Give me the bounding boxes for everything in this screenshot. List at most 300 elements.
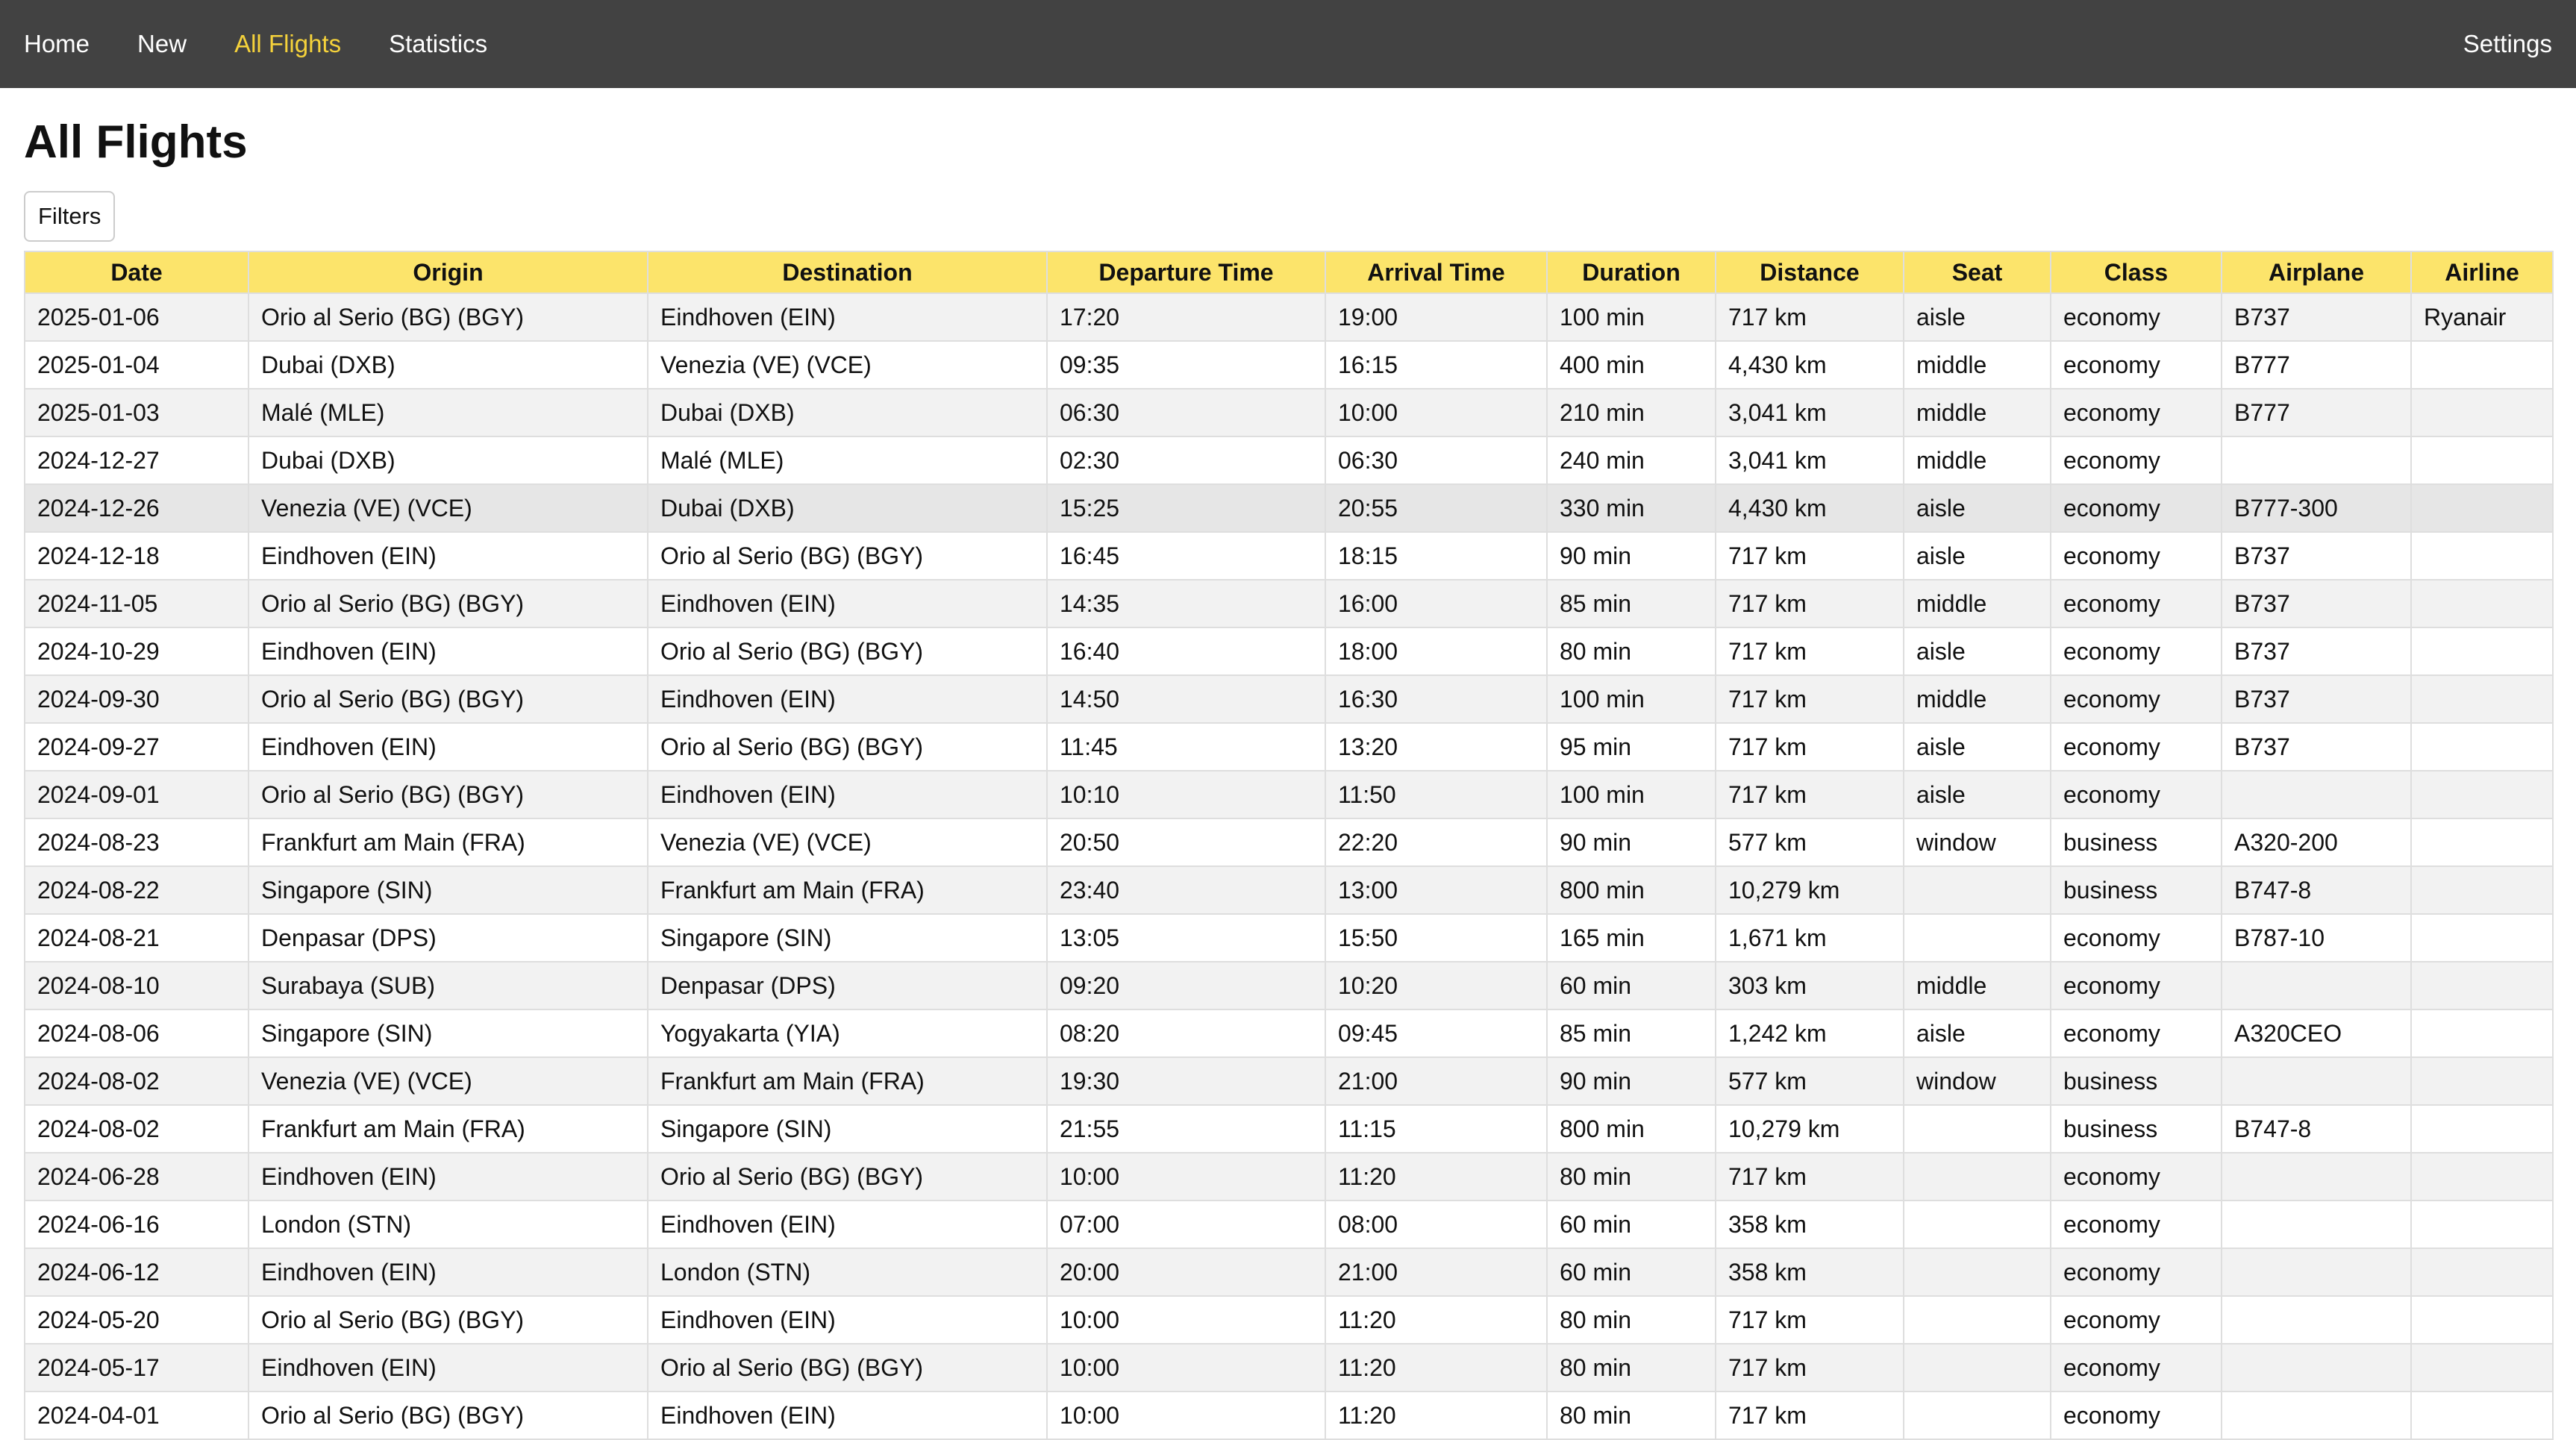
cell-date: 2024-06-28 [25, 1153, 248, 1200]
cell-airplane [2222, 1153, 2411, 1200]
cell-duration: 400 min [1547, 341, 1716, 389]
cell-destination: Eindhoven (EIN) [648, 1200, 1047, 1248]
table-row[interactable] [25, 1057, 2553, 1105]
cell-date: 2025-01-04 [25, 341, 248, 389]
cell-arrival-time: 22:20 [1325, 818, 1547, 866]
cell-date: 2024-12-18 [25, 532, 248, 580]
cell-date: 2024-05-17 [25, 1344, 248, 1392]
cell-airplane: B737 [2222, 723, 2411, 771]
cell-airplane [2222, 1392, 2411, 1439]
table-row[interactable] [25, 627, 2553, 675]
cell-airline [2411, 341, 2553, 389]
cell-distance: 717 km [1716, 1392, 1904, 1439]
cell-origin: Orio al Serio (BG) (BGY) [248, 771, 648, 818]
cell-origin: Orio al Serio (BG) (BGY) [248, 293, 648, 341]
top-navbar [0, 0, 2576, 88]
cell-seat: aisle [1904, 293, 2051, 341]
cell-origin: Singapore (SIN) [248, 1009, 648, 1057]
cell-airline [2411, 1153, 2553, 1200]
cell-arrival-time: 13:20 [1325, 723, 1547, 771]
cell-class: economy [2051, 532, 2222, 580]
cell-distance: 717 km [1716, 1296, 1904, 1344]
cell-distance: 10,279 km [1716, 866, 1904, 914]
cell-arrival-time: 08:00 [1325, 1200, 1547, 1248]
cell-date: 2024-06-12 [25, 1248, 248, 1296]
column-header-date[interactable]: Date [25, 251, 248, 293]
cell-date: 2024-08-23 [25, 818, 248, 866]
cell-distance: 3,041 km [1716, 389, 1904, 436]
cell-class: economy [2051, 1200, 2222, 1248]
cell-airline [2411, 771, 2553, 818]
cell-airplane [2222, 1296, 2411, 1344]
cell-destination: London (STN) [648, 1248, 1047, 1296]
cell-departure-time: 19:30 [1047, 1057, 1325, 1105]
cell-arrival-time: 21:00 [1325, 1248, 1547, 1296]
cell-airplane: B737 [2222, 627, 2411, 675]
cell-distance: 717 km [1716, 1153, 1904, 1200]
cell-arrival-time: 20:55 [1325, 484, 1547, 532]
cell-airline [2411, 1296, 2553, 1344]
cell-airplane: A320CEO [2222, 1009, 2411, 1057]
cell-departure-time: 14:35 [1047, 580, 1325, 627]
cell-departure-time: 13:05 [1047, 914, 1325, 962]
cell-origin: Venezia (VE) (VCE) [248, 484, 648, 532]
cell-destination: Eindhoven (EIN) [648, 1392, 1047, 1439]
cell-arrival-time: 11:15 [1325, 1105, 1547, 1153]
cell-seat: aisle [1904, 627, 2051, 675]
cell-departure-time: 09:20 [1047, 962, 1325, 1009]
cell-seat: middle [1904, 341, 2051, 389]
cell-departure-time: 08:20 [1047, 1009, 1325, 1057]
cell-departure-time: 14:50 [1047, 675, 1325, 723]
cell-class: economy [2051, 341, 2222, 389]
cell-class: economy [2051, 1296, 2222, 1344]
cell-origin: Eindhoven (EIN) [248, 532, 648, 580]
cell-arrival-time: 11:20 [1325, 1153, 1547, 1200]
cell-arrival-time: 16:30 [1325, 675, 1547, 723]
cell-seat: middle [1904, 436, 2051, 484]
cell-seat: aisle [1904, 1009, 2051, 1057]
cell-airplane [2222, 1344, 2411, 1392]
cell-class: business [2051, 1057, 2222, 1105]
cell-date: 2025-01-03 [25, 389, 248, 436]
cell-destination: Singapore (SIN) [648, 914, 1047, 962]
cell-arrival-time: 16:15 [1325, 341, 1547, 389]
cell-destination: Orio al Serio (BG) (BGY) [648, 1153, 1047, 1200]
cell-duration: 800 min [1547, 866, 1716, 914]
table-header-row [25, 251, 2553, 293]
column-header-origin[interactable]: Origin [248, 251, 648, 293]
cell-class: economy [2051, 293, 2222, 341]
cell-airplane: B737 [2222, 532, 2411, 580]
cell-origin: Malé (MLE) [248, 389, 648, 436]
cell-arrival-time: 10:20 [1325, 962, 1547, 1009]
table-row[interactable] [25, 818, 2553, 866]
cell-distance: 3,041 km [1716, 436, 1904, 484]
table-row[interactable] [25, 484, 2553, 532]
cell-distance: 717 km [1716, 771, 1904, 818]
table-row[interactable] [25, 580, 2553, 627]
cell-arrival-time: 11:20 [1325, 1344, 1547, 1392]
cell-airline [2411, 627, 2553, 675]
cell-distance: 10,279 km [1716, 1105, 1904, 1153]
nav-link-all-flights[interactable]: All Flights [234, 30, 342, 57]
table-row[interactable] [25, 914, 2553, 962]
cell-date: 2025-01-06 [25, 293, 248, 341]
cell-duration: 80 min [1547, 1153, 1716, 1200]
column-header-departure-time[interactable]: Departure Time [1047, 251, 1325, 293]
cell-departure-time: 16:40 [1047, 627, 1325, 675]
cell-airplane: B747-8 [2222, 1105, 2411, 1153]
cell-date: 2024-04-01 [25, 1392, 248, 1439]
cell-duration: 90 min [1547, 1057, 1716, 1105]
cell-class: economy [2051, 580, 2222, 627]
cell-departure-time: 09:35 [1047, 341, 1325, 389]
nav-link-new[interactable]: New [137, 30, 187, 57]
cell-seat: middle [1904, 675, 2051, 723]
cell-airline [2411, 1200, 2553, 1248]
cell-airline [2411, 914, 2553, 962]
cell-seat: aisle [1904, 723, 2051, 771]
cell-date: 2024-05-20 [25, 1296, 248, 1344]
cell-destination: Eindhoven (EIN) [648, 1296, 1047, 1344]
table-row[interactable] [25, 436, 2553, 484]
cell-duration: 80 min [1547, 1392, 1716, 1439]
cell-seat: aisle [1904, 484, 2051, 532]
table-row[interactable] [25, 1009, 2553, 1057]
cell-origin: Orio al Serio (BG) (BGY) [248, 675, 648, 723]
cell-airplane [2222, 1200, 2411, 1248]
cell-seat [1904, 1344, 2051, 1392]
cell-date: 2024-08-02 [25, 1057, 248, 1105]
cell-date: 2024-09-01 [25, 771, 248, 818]
cell-date: 2024-08-21 [25, 914, 248, 962]
cell-arrival-time: 06:30 [1325, 436, 1547, 484]
cell-airline [2411, 436, 2553, 484]
cell-airplane: B737 [2222, 580, 2411, 627]
cell-destination: Orio al Serio (BG) (BGY) [648, 532, 1047, 580]
cell-departure-time: 23:40 [1047, 866, 1325, 914]
cell-arrival-time: 19:00 [1325, 293, 1547, 341]
cell-arrival-time: 13:00 [1325, 866, 1547, 914]
cell-departure-time: 10:10 [1047, 771, 1325, 818]
cell-distance: 358 km [1716, 1248, 1904, 1296]
table-row[interactable] [25, 1248, 2553, 1296]
cell-airline [2411, 1105, 2553, 1153]
cell-airplane [2222, 1248, 2411, 1296]
nav-link-statistics[interactable]: Statistics [389, 30, 488, 57]
cell-distance: 1,671 km [1716, 914, 1904, 962]
cell-distance: 577 km [1716, 818, 1904, 866]
cell-origin: Eindhoven (EIN) [248, 1344, 648, 1392]
column-header-distance[interactable]: Distance [1716, 251, 1904, 293]
cell-class: economy [2051, 484, 2222, 532]
cell-destination: Venezia (VE) (VCE) [648, 341, 1047, 389]
cell-departure-time: 20:50 [1047, 818, 1325, 866]
cell-date: 2024-11-05 [25, 580, 248, 627]
cell-origin: Eindhoven (EIN) [248, 1248, 648, 1296]
cell-airplane: B777 [2222, 389, 2411, 436]
table-row[interactable] [25, 1296, 2553, 1344]
cell-departure-time: 07:00 [1047, 1200, 1325, 1248]
table-row[interactable] [25, 1344, 2553, 1392]
cell-class: economy [2051, 771, 2222, 818]
cell-airline [2411, 1057, 2553, 1105]
cell-arrival-time: 10:00 [1325, 389, 1547, 436]
cell-origin: Eindhoven (EIN) [248, 1153, 648, 1200]
cell-class: economy [2051, 723, 2222, 771]
column-header-class[interactable]: Class [2051, 251, 2222, 293]
cell-origin: Eindhoven (EIN) [248, 627, 648, 675]
table-row[interactable] [25, 532, 2553, 580]
cell-destination: Frankfurt am Main (FRA) [648, 1057, 1047, 1105]
cell-class: economy [2051, 914, 2222, 962]
cell-departure-time: 10:00 [1047, 1344, 1325, 1392]
column-header-seat[interactable]: Seat [1904, 251, 2051, 293]
cell-departure-time: 15:25 [1047, 484, 1325, 532]
cell-airline [2411, 866, 2553, 914]
cell-airplane: A320-200 [2222, 818, 2411, 866]
cell-arrival-time: 16:00 [1325, 580, 1547, 627]
cell-seat: middle [1904, 962, 2051, 1009]
cell-airline [2411, 818, 2553, 866]
cell-duration: 165 min [1547, 914, 1716, 962]
cell-origin: Surabaya (SUB) [248, 962, 648, 1009]
cell-arrival-time: 09:45 [1325, 1009, 1547, 1057]
cell-airplane [2222, 771, 2411, 818]
cell-origin: London (STN) [248, 1200, 648, 1248]
cell-duration: 85 min [1547, 580, 1716, 627]
cell-duration: 330 min [1547, 484, 1716, 532]
cell-destination: Orio al Serio (BG) (BGY) [648, 627, 1047, 675]
cell-destination: Singapore (SIN) [648, 1105, 1047, 1153]
cell-seat: aisle [1904, 532, 2051, 580]
cell-airline [2411, 1344, 2553, 1392]
cell-seat [1904, 866, 2051, 914]
cell-distance: 1,242 km [1716, 1009, 1904, 1057]
cell-airplane: B777-300 [2222, 484, 2411, 532]
cell-class: business [2051, 866, 2222, 914]
cell-date: 2024-12-26 [25, 484, 248, 532]
cell-duration: 80 min [1547, 1344, 1716, 1392]
cell-airplane [2222, 436, 2411, 484]
cell-duration: 100 min [1547, 293, 1716, 341]
cell-airline [2411, 389, 2553, 436]
cell-origin: Orio al Serio (BG) (BGY) [248, 580, 648, 627]
column-header-airline[interactable]: Airline [2411, 251, 2553, 293]
cell-duration: 100 min [1547, 675, 1716, 723]
cell-date: 2024-08-22 [25, 866, 248, 914]
cell-origin: Eindhoven (EIN) [248, 723, 648, 771]
table-row[interactable] [25, 1153, 2553, 1200]
cell-distance: 717 km [1716, 1344, 1904, 1392]
cell-duration: 80 min [1547, 627, 1716, 675]
cell-date: 2024-12-27 [25, 436, 248, 484]
table-row[interactable] [25, 341, 2553, 389]
table-row[interactable] [25, 866, 2553, 914]
cell-airline [2411, 532, 2553, 580]
cell-arrival-time: 11:20 [1325, 1392, 1547, 1439]
cell-destination: Eindhoven (EIN) [648, 675, 1047, 723]
cell-distance: 717 km [1716, 293, 1904, 341]
cell-class: economy [2051, 1248, 2222, 1296]
cell-date: 2024-09-27 [25, 723, 248, 771]
cell-date: 2024-08-10 [25, 962, 248, 1009]
cell-seat [1904, 914, 2051, 962]
cell-distance: 717 km [1716, 627, 1904, 675]
cell-origin: Frankfurt am Main (FRA) [248, 818, 648, 866]
cell-duration: 60 min [1547, 1200, 1716, 1248]
cell-airplane: B747-8 [2222, 866, 2411, 914]
cell-date: 2024-08-02 [25, 1105, 248, 1153]
cell-date: 2024-06-16 [25, 1200, 248, 1248]
cell-origin: Orio al Serio (BG) (BGY) [248, 1392, 648, 1439]
cell-arrival-time: 18:15 [1325, 532, 1547, 580]
cell-airline [2411, 580, 2553, 627]
nav-link-home[interactable]: Home [24, 30, 90, 57]
table-row[interactable] [25, 723, 2553, 771]
table-row[interactable] [25, 1200, 2553, 1248]
cell-origin: Dubai (DXB) [248, 436, 648, 484]
cell-airplane [2222, 962, 2411, 1009]
cell-class: economy [2051, 1344, 2222, 1392]
page-title: All Flights [24, 116, 248, 168]
cell-destination: Malé (MLE) [648, 436, 1047, 484]
nav-link-settings[interactable]: Settings [2463, 30, 2552, 57]
cell-origin: Venezia (VE) (VCE) [248, 1057, 648, 1105]
table-row[interactable] [25, 293, 2553, 341]
cell-distance: 4,430 km [1716, 484, 1904, 532]
cell-destination: Eindhoven (EIN) [648, 293, 1047, 341]
column-header-duration[interactable]: Duration [1547, 251, 1716, 293]
cell-class: economy [2051, 1153, 2222, 1200]
cell-arrival-time: 11:20 [1325, 1296, 1547, 1344]
cell-airline [2411, 1248, 2553, 1296]
cell-seat: aisle [1904, 771, 2051, 818]
cell-airline [2411, 1392, 2553, 1439]
cell-seat: middle [1904, 580, 2051, 627]
cell-distance: 717 km [1716, 580, 1904, 627]
cell-arrival-time: 21:00 [1325, 1057, 1547, 1105]
cell-seat [1904, 1296, 2051, 1344]
column-header-airplane[interactable]: Airplane [2222, 251, 2411, 293]
cell-arrival-time: 15:50 [1325, 914, 1547, 962]
cell-airplane: B737 [2222, 675, 2411, 723]
main-content [0, 115, 2576, 1440]
cell-class: economy [2051, 389, 2222, 436]
cell-duration: 80 min [1547, 1296, 1716, 1344]
cell-seat [1904, 1248, 2051, 1296]
cell-destination: Yogyakarta (YIA) [648, 1009, 1047, 1057]
table-row[interactable] [25, 771, 2553, 818]
column-header-destination[interactable]: Destination [648, 251, 1047, 293]
cell-distance: 577 km [1716, 1057, 1904, 1105]
cell-destination: Eindhoven (EIN) [648, 580, 1047, 627]
cell-distance: 717 km [1716, 532, 1904, 580]
cell-departure-time: 11:45 [1047, 723, 1325, 771]
cell-date: 2024-10-29 [25, 627, 248, 675]
table-body [25, 293, 2553, 1439]
table-row[interactable] [25, 675, 2553, 723]
cell-date: 2024-09-30 [25, 675, 248, 723]
table-row[interactable] [25, 962, 2553, 1009]
cell-distance: 358 km [1716, 1200, 1904, 1248]
cell-date: 2024-08-06 [25, 1009, 248, 1057]
cell-origin: Orio al Serio (BG) (BGY) [248, 1296, 648, 1344]
cell-duration: 800 min [1547, 1105, 1716, 1153]
cell-departure-time: 17:20 [1047, 293, 1325, 341]
cell-seat: window [1904, 1057, 2051, 1105]
cell-duration: 210 min [1547, 389, 1716, 436]
cell-airline [2411, 962, 2553, 1009]
cell-seat: window [1904, 818, 2051, 866]
cell-origin: Singapore (SIN) [248, 866, 648, 914]
cell-destination: Dubai (DXB) [648, 389, 1047, 436]
cell-seat: middle [1904, 389, 2051, 436]
cell-distance: 717 km [1716, 723, 1904, 771]
cell-airline [2411, 1009, 2553, 1057]
cell-airline [2411, 675, 2553, 723]
cell-departure-time: 10:00 [1047, 1296, 1325, 1344]
cell-class: business [2051, 1105, 2222, 1153]
cell-departure-time: 02:30 [1047, 436, 1325, 484]
cell-seat [1904, 1153, 2051, 1200]
cell-airplane: B787-10 [2222, 914, 2411, 962]
cell-departure-time: 16:45 [1047, 532, 1325, 580]
cell-duration: 90 min [1547, 532, 1716, 580]
cell-class: economy [2051, 627, 2222, 675]
cell-departure-time: 06:30 [1047, 389, 1325, 436]
filters-button[interactable]: Filters [24, 191, 115, 242]
cell-airline: Ryanair [2411, 293, 2553, 341]
cell-airplane [2222, 1057, 2411, 1105]
cell-departure-time: 20:00 [1047, 1248, 1325, 1296]
cell-duration: 60 min [1547, 962, 1716, 1009]
cell-duration: 240 min [1547, 436, 1716, 484]
cell-class: economy [2051, 1009, 2222, 1057]
cell-destination: Orio al Serio (BG) (BGY) [648, 1344, 1047, 1392]
cell-destination: Frankfurt am Main (FRA) [648, 866, 1047, 914]
cell-duration: 90 min [1547, 818, 1716, 866]
cell-origin: Denpasar (DPS) [248, 914, 648, 962]
cell-origin: Dubai (DXB) [248, 341, 648, 389]
cell-destination: Orio al Serio (BG) (BGY) [648, 723, 1047, 771]
cell-duration: 85 min [1547, 1009, 1716, 1057]
flights-table [24, 251, 2554, 1440]
cell-destination: Dubai (DXB) [648, 484, 1047, 532]
cell-class: economy [2051, 436, 2222, 484]
cell-duration: 100 min [1547, 771, 1716, 818]
cell-class: economy [2051, 1392, 2222, 1439]
cell-airline [2411, 484, 2553, 532]
column-header-arrival-time[interactable]: Arrival Time [1325, 251, 1547, 293]
cell-distance: 4,430 km [1716, 341, 1904, 389]
cell-duration: 60 min [1547, 1248, 1716, 1296]
cell-distance: 303 km [1716, 962, 1904, 1009]
table-row[interactable] [25, 389, 2553, 436]
cell-airplane: B737 [2222, 293, 2411, 341]
cell-class: economy [2051, 962, 2222, 1009]
table-row[interactable] [25, 1392, 2553, 1439]
cell-destination: Denpasar (DPS) [648, 962, 1047, 1009]
cell-airline [2411, 723, 2553, 771]
cell-departure-time: 10:00 [1047, 1392, 1325, 1439]
table-row[interactable] [25, 1105, 2553, 1153]
cell-class: economy [2051, 675, 2222, 723]
cell-departure-time: 21:55 [1047, 1105, 1325, 1153]
cell-class: business [2051, 818, 2222, 866]
cell-departure-time: 10:00 [1047, 1153, 1325, 1200]
